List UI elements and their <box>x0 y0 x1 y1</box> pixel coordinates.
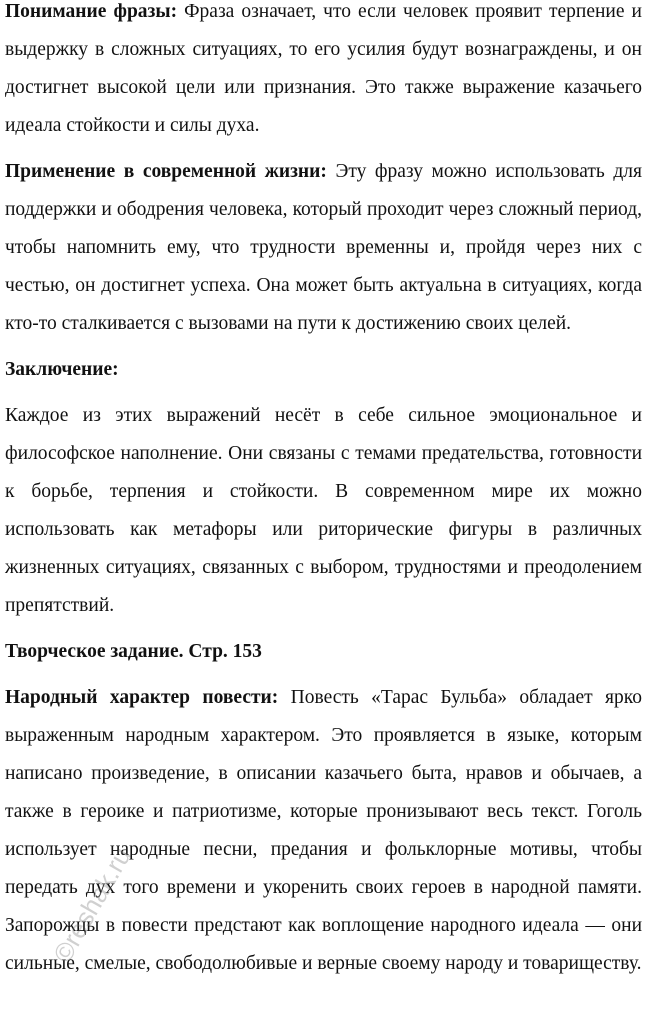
paragraph-text: Фраза означает, что если человек проявит терпение и выдержку в сложных ситуациях, то его усилия будут вознаграждены, и он достигнет высокой цели или признания. Это также выражение казачьего идеала стойкости и силы духа. <box>5 1 642 136</box>
paragraph-text: Каждое из этих выражений несёт в себе сильное эмоциональное и философское наполнение. Они связаны с темами предательства, готовности к борьбе, терпения и стойкости. В современном мире их можно использовать как метафоры или риторические фигуры в различных жизненных ситуациях, связанных с выбором, трудностями и преодолением препятствий. <box>5 405 642 616</box>
document-body <box>5 0 642 991</box>
heading-text: Заключение: <box>5 359 119 380</box>
paragraph-folk-character <box>5 679 642 983</box>
paragraph-text: Повесть «Тарас Бульба» обладает ярко выраженным народным характером. Это проявляется в языке, которым написано произведение, в описании казачьего быта, нравов и обычаев, а также в героике и патриотизме, которые пронизывают весь текст. Гоголь использует народные песни, предания и фольклорные мотивы, чтобы передать дух того времени и укоренить своих героев в народной памяти. Запорожцы в повести предстают как воплощение народного идеала — они сильные, смелые, свободолюбивые и верные своему народу и товариществу. <box>5 687 642 974</box>
paragraph-lead: Народный характер повести: <box>5 687 279 708</box>
heading-text: Творческое задание. Стр. 153 <box>5 641 262 662</box>
heading-creative-task <box>5 633 642 671</box>
paragraph-lead: Применение в современной жизни: <box>5 161 327 182</box>
paragraph-phrase-meaning <box>5 0 642 145</box>
paragraph-conclusion <box>5 397 642 625</box>
heading-conclusion <box>5 351 642 389</box>
paragraph-modern-use <box>5 153 642 343</box>
watermark: ©reshak.ru <box>46 842 137 968</box>
paragraph-lead: Понимание фразы: <box>5 1 178 22</box>
paragraph-text: Эту фразу можно использовать для поддержки и ободрения человека, который проходит через сложный период, чтобы напомнить ему, что трудности временны и, пройдя через них с честью, он достигнет успеха. Она может быть актуальна в ситуациях, когда кто-то сталкивается с вызовами на пути к достижению своих целей. <box>5 161 642 334</box>
